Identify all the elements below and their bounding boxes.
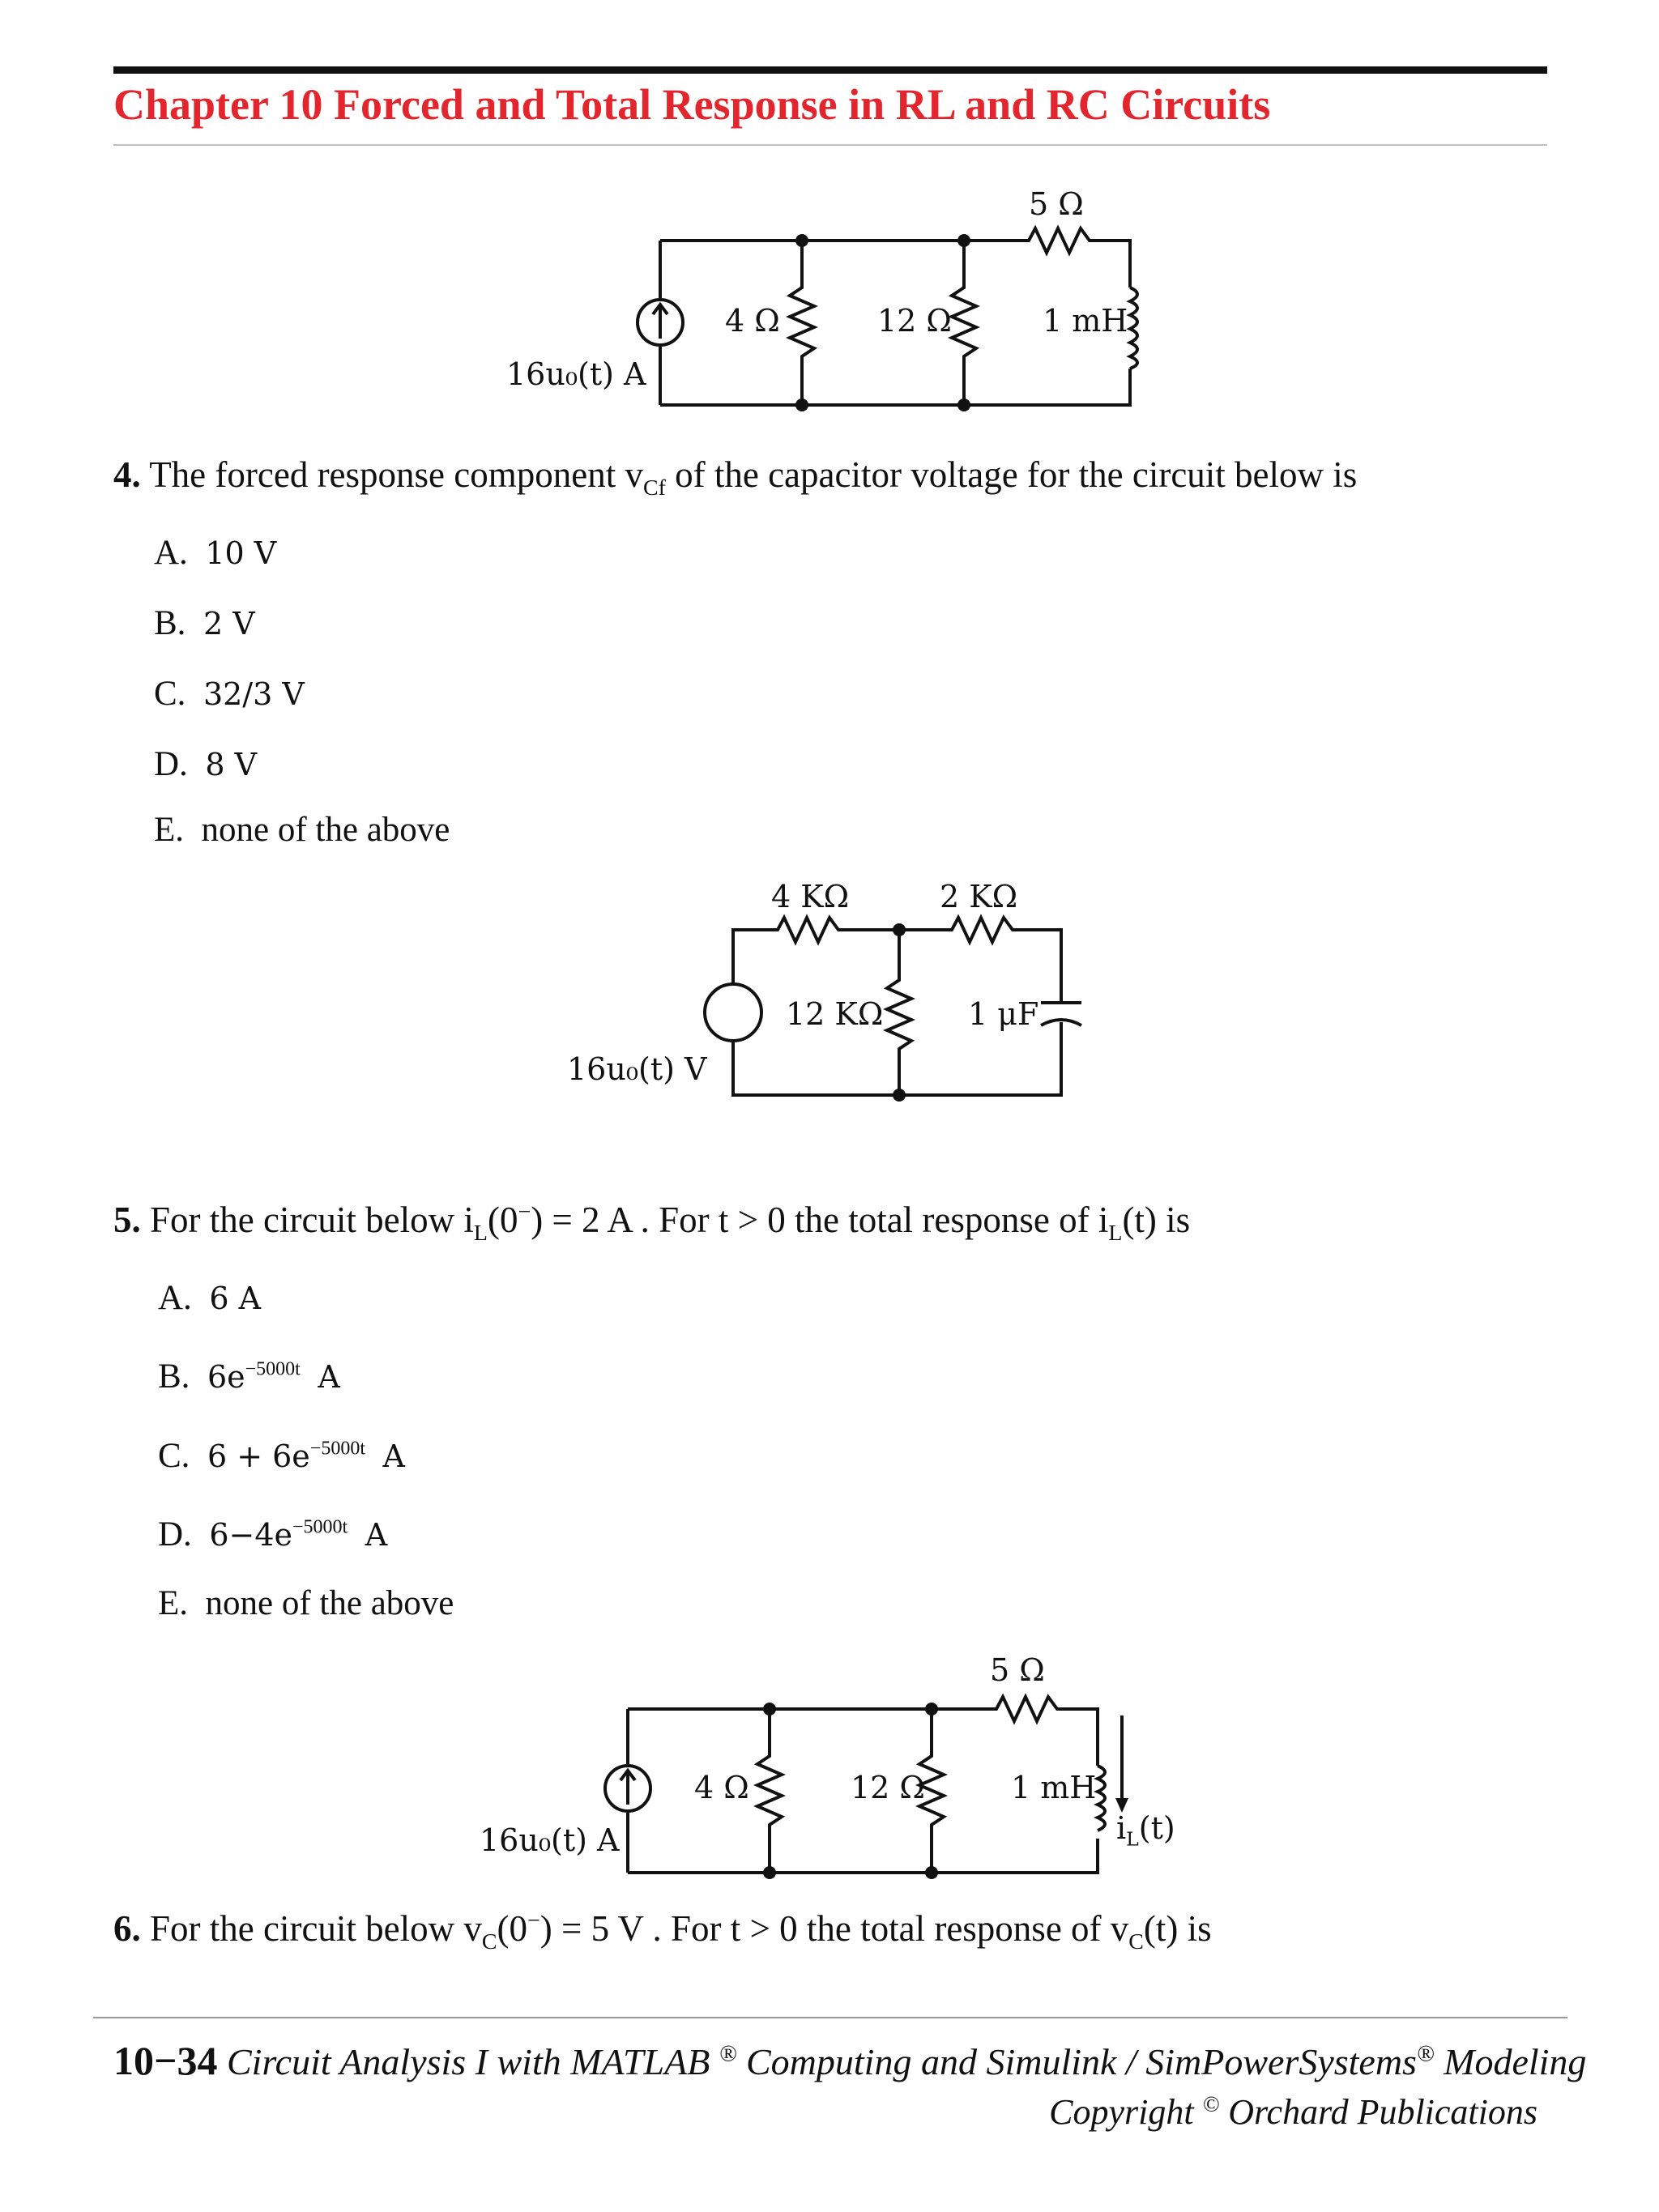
bottom-source-label: 16u₀(t) A [480,1822,620,1858]
q4-option-c-text: 32/3 V [203,676,305,712]
top-r2-label: 12 Ω [877,303,952,339]
q4-option-d [154,744,257,784]
question-6-mid2: ) = 5 V . For t > 0 the total response of v [539,1908,1129,1949]
top-r1-label: 4 Ω [725,303,780,339]
q5-option-c-letter: C. [158,1437,190,1475]
q4-option-e [154,810,450,850]
question-5-text: For the circuit below i [150,1200,474,1240]
q4-option-a-text: 10 V [205,535,277,571]
mid-r2-label: 2 KΩ [940,879,1018,914]
q5-option-b-exp: −5000t [245,1358,301,1380]
q5-option-b-text: 6e [207,1359,245,1395]
footer-title: Circuit Analysis I with MATLAB [227,2041,710,2082]
q4-option-d-letter: D. [154,745,188,783]
q4-option-b-text: 2 V [203,606,255,641]
q4-option-b [154,603,255,643]
bottom-current-sub: L [1126,1827,1139,1851]
question-5 [113,1199,1190,1247]
bottom-current-label [1116,1810,1175,1851]
q4-option-c [154,674,305,714]
question-4-subscript: Cf [642,475,666,501]
q5-option-d-exp: −5000t [292,1516,348,1538]
q5-option-c-exp: −5000t [309,1438,365,1460]
q5-option-c-unit: A [382,1438,405,1474]
question-6-text: For the circuit below v [150,1908,482,1949]
question-4-text-before: The forced response component v [149,454,643,495]
question-6-sub2: C [1128,1929,1144,1954]
q5-option-e-letter: E. [158,1584,189,1622]
q5-option-a-letter: A. [158,1279,192,1317]
question-6-sub1: C [481,1929,497,1954]
publisher: Orchard Publications [1228,2092,1537,2132]
footer-line-2 [1049,2091,1537,2133]
mid-capacitor-label: 1 μF [968,996,1039,1032]
question-6-number: 6. [113,1908,141,1949]
question-6-sup1: − [527,1908,540,1933]
footer-title-2: Computing and Simulink / SimPowerSystems [746,2041,1417,2082]
footer-rule [93,2017,1567,2018]
bottom-current-i: i [1116,1810,1127,1846]
bottom-current-end: (t) [1138,1810,1175,1846]
question-4-number: 4. [113,454,141,495]
question-5-sub1: L [473,1221,488,1246]
question-5-mid2: ) = 2 A . For t > 0 the total response of i [531,1200,1109,1240]
mid-source-label: 16u₀(t) V [567,1051,707,1087]
page-number: 10−34 [113,2038,218,2083]
bottom-r3-label: 5 Ω [990,1652,1045,1688]
question-5-sup1: − [518,1200,531,1225]
q5-option-c-text: 6 + 6e [207,1438,310,1474]
chapter-title: Chapter 10 Forced and Total Response in RL and RC Circuits [113,80,1271,129]
question-5-end: (t) is [1122,1200,1191,1240]
q4-option-a-letter: A. [154,534,188,572]
q5-option-b [158,1357,340,1396]
q5-option-e [158,1583,454,1623]
registered-mark-1: ® [719,2041,737,2067]
q4-option-b-letter: B. [154,604,186,642]
q4-option-a [154,533,276,573]
top-r3-label: 5 Ω [1029,186,1084,222]
q5-option-a-text: 6 A [209,1281,262,1316]
question-6-mid1: (0 [497,1908,528,1949]
footer-title-3: Modeling [1444,2041,1587,2082]
question-5-number: 5. [113,1200,141,1240]
q5-option-b-letter: B. [158,1357,190,1396]
registered-mark-2: ® [1416,2041,1435,2067]
bottom-inductor-label: 1 mH [1011,1770,1097,1805]
q4-option-d-text: 8 V [205,747,258,782]
q5-option-d-text: 6−4e [209,1517,292,1553]
q5-option-d-letter: D. [158,1515,192,1554]
question-6-end: (t) is [1143,1908,1212,1949]
question-6 [113,1907,1212,1955]
question-4 [113,454,1357,501]
bottom-r1-label: 4 Ω [694,1770,749,1805]
question-4-text-after: of the capacitor voltage for the circuit below is [665,454,1358,495]
q4-option-c-letter: C. [154,675,186,713]
copyright-symbol: © [1202,2091,1220,2116]
q5-option-d-unit: A [365,1517,388,1553]
copyright-text: Copyright [1049,2092,1194,2132]
question-5-sub2: L [1108,1221,1123,1246]
mid-r3-label: 12 KΩ [786,996,884,1032]
q5-option-d [158,1515,387,1554]
question-5-mid1: (0 [487,1200,518,1240]
q4-option-e-letter: E. [154,811,185,849]
footer-line-1 [113,2037,1586,2084]
top-source-label: 16u₀(t) A [506,356,646,392]
q4-option-e-text: none of the above [201,811,450,849]
q5-option-a [158,1278,261,1318]
q5-option-e-text: none of the above [205,1584,454,1622]
q5-option-c [158,1436,405,1476]
q5-option-b-unit: A [318,1359,340,1395]
bottom-r2-label: 12 Ω [851,1770,925,1805]
top-inductor-label: 1 mH [1043,303,1128,339]
mid-r1-label: 4 KΩ [771,879,850,914]
